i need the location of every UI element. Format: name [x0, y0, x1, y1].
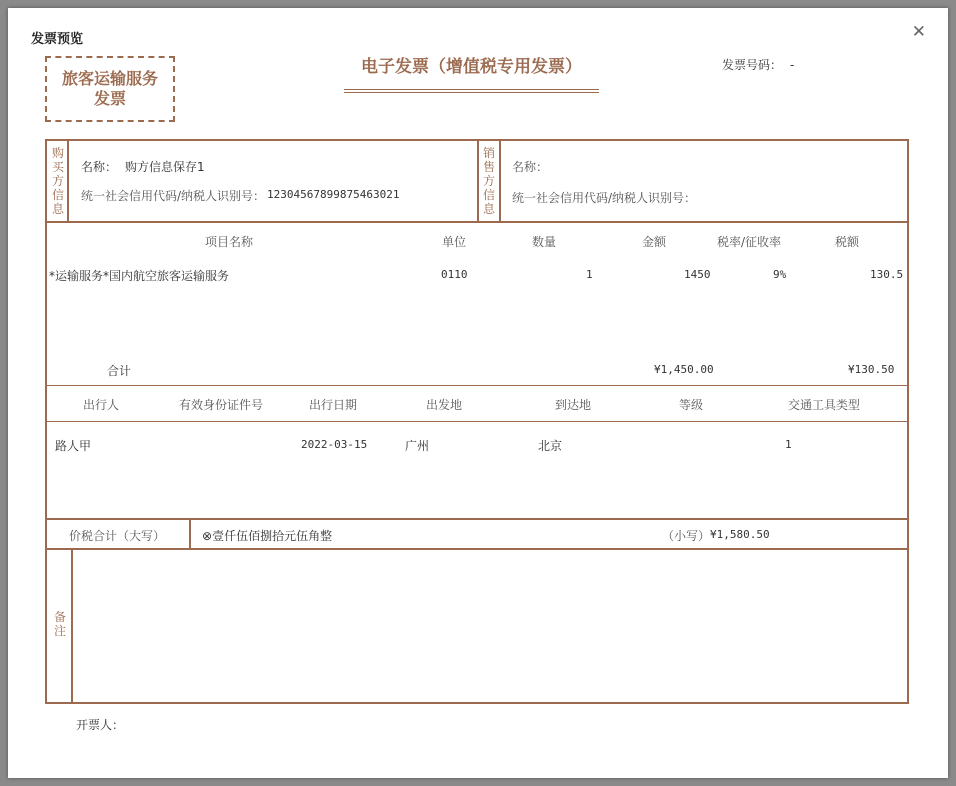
travel-header-date: 出行日期 [309, 398, 358, 412]
items-total-tax: ¥130.50 [848, 363, 895, 376]
divider [47, 421, 907, 422]
title-underline-double [344, 92, 599, 93]
seller-name-label: 名称： [512, 160, 549, 174]
travel-header-to: 到达地 [555, 398, 592, 412]
summary-small-label: （小写） [662, 529, 711, 543]
divider [189, 518, 191, 550]
travel-from: 广州 [405, 439, 430, 453]
cross-circle-icon: ⊗ [202, 529, 213, 543]
items-total-label: 合计 [107, 364, 132, 378]
summary-row [45, 518, 909, 550]
dialog-title: 发票预览 [31, 32, 84, 47]
item-rate: 9% [773, 268, 787, 281]
divider [71, 548, 73, 704]
item-unit: 0110 [441, 268, 468, 281]
invoice-title: 电子发票（增值税专用发票） [361, 57, 582, 77]
summary-small-value: ¥1,580.50 [710, 528, 770, 541]
seller-section-label: 销售方信息 [482, 146, 495, 216]
items-header-name: 项目名称 [205, 235, 254, 249]
issuer-label: 开票人： [76, 718, 125, 732]
travel-traveler: 路人甲 [55, 439, 92, 453]
close-icon[interactable]: ✕ [911, 22, 926, 42]
items-header-tax: 税额 [835, 235, 860, 249]
buyer-tax-id-label: 统一社会信用代码/纳税人识别号： [81, 189, 266, 203]
travel-header-class: 等级 [679, 398, 704, 412]
summary-amount [202, 527, 332, 544]
invoice-preview-dialog [8, 8, 948, 778]
buyer-name-label: 名称： [81, 160, 118, 174]
invoice-number-label: 发票号码： [722, 58, 783, 72]
divider [67, 139, 69, 223]
remarks-label: 备注 [53, 610, 66, 638]
invoice-detail-frame [45, 221, 909, 704]
title-underline [344, 89, 599, 90]
summary-label: 价税合计（大写） [69, 529, 166, 543]
travel-date: 2022-03-15 [301, 438, 368, 451]
invoice-number-value: - [790, 58, 795, 72]
item-amount: 1450 [684, 268, 711, 281]
items-total-amount: ¥1,450.00 [654, 363, 714, 376]
items-header-quantity: 数量 [532, 235, 557, 249]
travel-header-from: 出发地 [426, 398, 463, 412]
items-header-unit: 单位 [442, 235, 467, 249]
travel-header-id: 有效身份证件号 [179, 398, 264, 412]
divider [47, 385, 907, 386]
invoice-type-stamp: 旅客运输服务发票 [45, 56, 175, 122]
travel-to: 北京 [538, 439, 563, 453]
invoice-number [722, 56, 794, 73]
item-quantity: 1 [586, 268, 593, 281]
divider [477, 139, 479, 223]
divider [499, 139, 501, 223]
travel-header-traveler: 出行人 [83, 398, 120, 412]
buyer-name-value: 购方信息保存1 [125, 160, 205, 174]
seller-tax-id-label: 统一社会信用代码/纳税人识别号： [512, 191, 697, 205]
items-header-rate: 税率/征收率 [717, 235, 782, 249]
travel-vehicle: 1 [785, 438, 792, 451]
buyer-section-label: 购买方信息 [51, 146, 64, 216]
item-name: *运输服务*国内航空旅客运输服务 [49, 269, 230, 283]
item-tax: 130.5 [870, 268, 904, 281]
items-header-amount: 金额 [642, 235, 667, 249]
buyer-tax-id-value: 12304567899875463021 [267, 188, 400, 201]
summary-amount-text: 壹仟伍佰捌拾元伍角整 [212, 529, 333, 543]
travel-header-vehicle: 交通工具类型 [788, 398, 861, 412]
